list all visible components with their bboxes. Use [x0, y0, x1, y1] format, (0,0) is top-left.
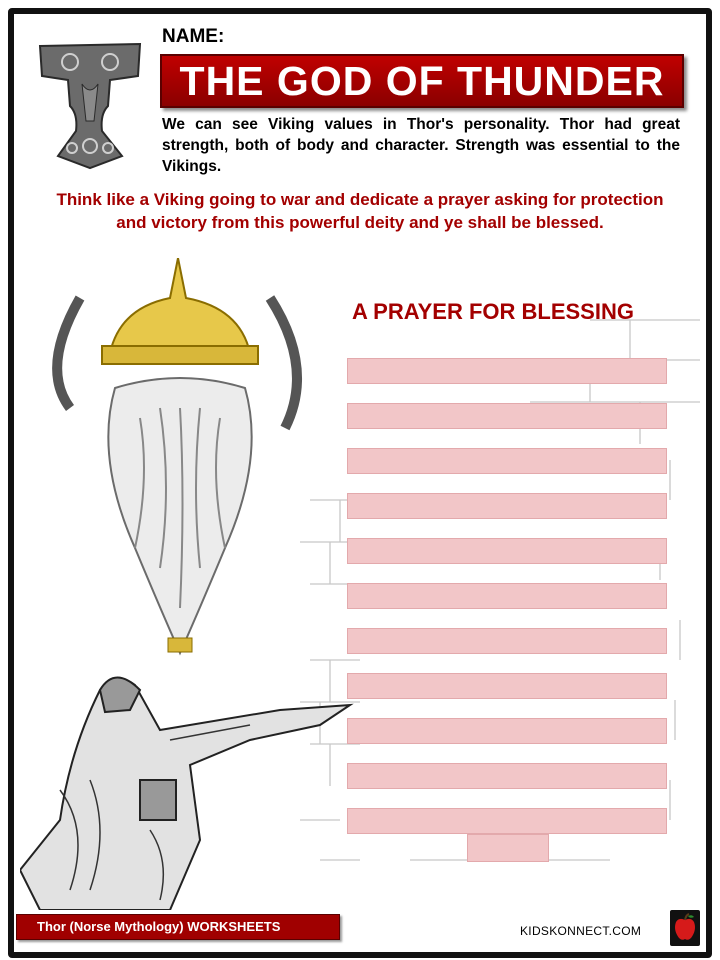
writing-lines[interactable]	[347, 358, 667, 853]
writing-line-10[interactable]	[347, 763, 667, 789]
page-title: THE GOD OF THUNDER	[179, 58, 665, 104]
title-banner	[160, 54, 684, 108]
thor-figure-illustration	[20, 670, 370, 910]
worksheet-footer-label: Thor (Norse Mythology) WORKSHEETS	[37, 919, 281, 934]
writing-line-4[interactable]	[347, 493, 667, 519]
thor-hammer-icon	[30, 36, 150, 176]
signature-box[interactable]	[467, 834, 549, 862]
writing-line-7[interactable]	[347, 628, 667, 654]
writing-line-11[interactable]	[347, 808, 667, 834]
writing-line-1[interactable]	[347, 358, 667, 384]
writing-line-5[interactable]	[347, 538, 667, 564]
instruction-paragraph: Think like a Viking going to war and dedicate a prayer asking for protection and victory from this powerful deity and ye shall be blessed.	[56, 190, 664, 232]
thor-head-illustration	[40, 258, 320, 668]
writing-line-9[interactable]	[347, 718, 667, 744]
prayer-title: A PRAYER FOR BLESSING	[352, 299, 634, 324]
name-label: NAME:	[162, 26, 225, 47]
apple-logo-icon	[670, 910, 700, 946]
writing-line-3[interactable]	[347, 448, 667, 474]
writing-line-6[interactable]	[347, 583, 667, 609]
writing-line-2[interactable]	[347, 403, 667, 429]
worksheet-footer-badge	[16, 914, 340, 940]
site-footer: KIDSKONNECT.COM	[520, 924, 642, 938]
writing-line-8[interactable]	[347, 673, 667, 699]
intro-paragraph: We can see Viking values in Thor's personality. Thor had great strength, both of body and character. Strength was essential to the Vikings.	[162, 116, 680, 175]
